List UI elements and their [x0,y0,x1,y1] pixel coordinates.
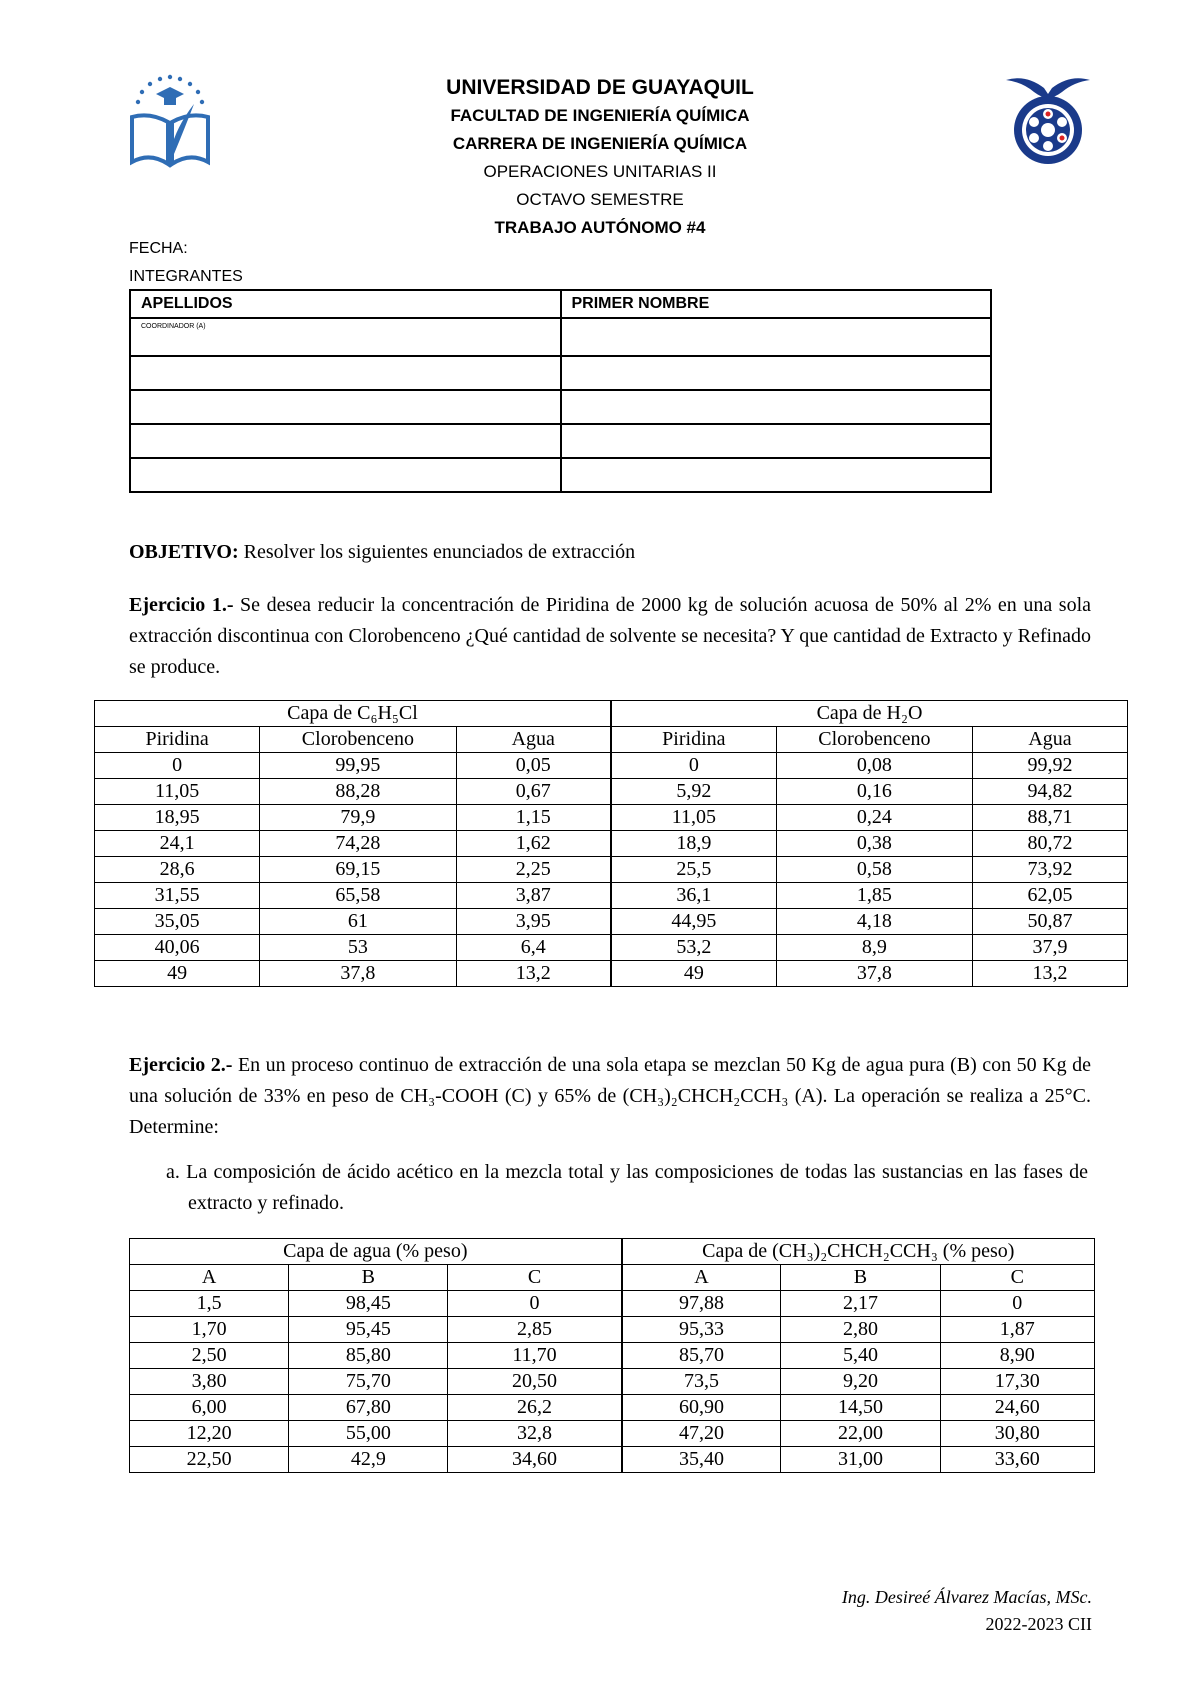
date-label: FECHA: [129,240,188,257]
exercise-2-label: Ejercicio 2.- [129,1054,233,1076]
table-cell: 94,82 [973,779,1128,805]
table-row [95,883,1128,909]
group-header: Capa de H₂O [611,701,1128,727]
footer-author: Ing. Desireé Álvarez Macías, MSc. [841,1587,1092,1607]
members-table [129,289,992,493]
table-cell: 75,70 [289,1369,448,1395]
table-cell: 28,6 [95,857,260,883]
member-firstname-cell[interactable] [561,390,992,424]
exercise-1-table [94,700,1128,987]
table-cell: 1,62 [456,831,611,857]
objective-text: Resolver los siguientes enunciados de extracción [238,541,636,563]
objective-label: OBJETIVO: [129,541,239,563]
table-cell: 85,80 [289,1343,448,1369]
member-lastname-cell[interactable] [130,356,561,390]
member-lastname-cell[interactable] [130,390,561,424]
table-cell: 9,20 [781,1369,940,1395]
table-cell: 0,67 [456,779,611,805]
table-cell: 61 [260,909,456,935]
col-lastnames-header: APELLIDOS [130,290,561,318]
column-header: A [622,1265,781,1291]
table-cell: 14,50 [781,1395,940,1421]
semester-name: OCTAVO SEMESTRE [516,190,684,209]
table-cell: 31,00 [781,1447,940,1473]
table-cell: 2,50 [130,1343,289,1369]
exercise-2-text: En un proceso continuo de extracción de una sola etapa se mezclan 50 Kg de agua pura (B) con 50 Kg de una solución de 33% en peso de CH₃-COOH (C) y 65% de (CH₃)₂CHCH₂CCH₃ (A). La operación se realiza a 25°C. Determine: [129,1054,1091,1138]
career-name: CARRERA DE INGENIERÍA QUÍMICA [452,134,748,153]
exercise-1-text: Se desea reducir la concentración de Piridina de 2000 kg de solución acuosa de 50% al 2% en una sola extracción discontinua con Clorobenceno ¿Qué cantidad de solvente se necesita? Y que cantidad de Extracto y Refinado se produce. [129,594,1092,678]
table-cell: 42,9 [289,1447,448,1473]
table-cell: 37,9 [973,935,1128,961]
member-firstname-cell[interactable] [561,356,992,390]
table-row [130,1369,1095,1395]
table-cell: 99,92 [973,753,1128,779]
table-cell: 24,60 [940,1395,1094,1421]
table-cell: 1,5 [130,1291,289,1317]
table-cell: 73,5 [622,1369,781,1395]
table-cell: 1,85 [776,883,972,909]
table-cell: 32,8 [448,1421,622,1447]
table-cell: 79,9 [260,805,456,831]
column-header: B [781,1265,940,1291]
table-cell: 0,16 [776,779,972,805]
table-cell: 0 [611,753,776,779]
exercise-1-label: Ejercicio 1.- [129,594,234,616]
table-cell: 65,58 [260,883,456,909]
table-cell: 8,9 [776,935,972,961]
column-header: Clorobenceno [776,727,972,753]
course-name: OPERACIONES UNITARIAS II [483,162,717,181]
table-cell: 12,20 [130,1421,289,1447]
table-cell: 18,9 [611,831,776,857]
table-row [95,909,1128,935]
column-header: C [940,1265,1094,1291]
members-label: INTEGRANTES [129,268,243,285]
table-cell: 34,60 [448,1447,622,1473]
coordinator-note: COORDINADOR (A) [141,323,206,330]
table-cell: 30,80 [940,1421,1094,1447]
table-cell: 2,80 [781,1317,940,1343]
exercise-2-item-a [166,1157,1088,1219]
coordinator-firstname-cell[interactable] [561,318,992,356]
group-header: Capa de C₆H₅Cl [95,701,611,727]
table-cell: 1,70 [130,1317,289,1343]
table-row [130,1395,1095,1421]
table-cell: 8,90 [940,1343,1094,1369]
table-cell: 53 [260,935,456,961]
table-cell: 25,5 [611,857,776,883]
item-a-marker: a. [166,1161,180,1183]
table-row [95,831,1128,857]
table-cell: 18,95 [95,805,260,831]
table-cell: 35,05 [95,909,260,935]
table-row [130,1317,1095,1343]
table-cell: 2,17 [781,1291,940,1317]
table-cell: 0,58 [776,857,972,883]
member-lastname-cell[interactable] [130,458,561,492]
exercise-2 [129,1050,1091,1143]
table-cell: 35,40 [622,1447,781,1473]
exercise-1 [129,590,1091,683]
coordinator-lastname-cell[interactable] [130,318,561,356]
objective [129,537,1091,568]
column-header: Piridina [611,727,776,753]
table-cell: 0,05 [456,753,611,779]
table-row [130,1447,1095,1473]
table-cell: 74,28 [260,831,456,857]
column-header: Agua [456,727,611,753]
column-header: C [448,1265,622,1291]
table-cell: 20,50 [448,1369,622,1395]
table-cell: 67,80 [289,1395,448,1421]
table-cell: 36,1 [611,883,776,909]
assignment-title: TRABAJO AUTÓNOMO #4 [494,218,706,237]
table-cell: 5,40 [781,1343,940,1369]
column-header: Agua [973,727,1128,753]
table-cell: 17,30 [940,1369,1094,1395]
table-cell: 0 [940,1291,1094,1317]
table-row [95,857,1128,883]
table-row [95,805,1128,831]
table-cell: 2,25 [456,857,611,883]
table-cell: 1,15 [456,805,611,831]
table-cell: 44,95 [611,909,776,935]
member-firstname-cell[interactable] [561,458,992,492]
table-cell: 99,95 [260,753,456,779]
column-header: B [289,1265,448,1291]
table-cell: 40,06 [95,935,260,961]
table-cell: 3,95 [456,909,611,935]
table-cell: 49 [95,961,260,987]
table-cell: 73,92 [973,857,1128,883]
document-header [0,74,1200,242]
table-cell: 33,60 [940,1447,1094,1473]
table-cell: 69,15 [260,857,456,883]
col-firstname-header: PRIMER NOMBRE [561,290,992,318]
table-cell: 53,2 [611,935,776,961]
table-row [95,779,1128,805]
table-cell: 62,05 [973,883,1128,909]
table-cell: 47,20 [622,1421,781,1447]
member-firstname-cell[interactable] [561,424,992,458]
table-cell: 3,80 [130,1369,289,1395]
table-cell: 0 [95,753,260,779]
column-header: A [130,1265,289,1291]
table-row [95,961,1128,987]
table-cell: 0,38 [776,831,972,857]
table-cell: 80,72 [973,831,1128,857]
table-cell: 50,87 [973,909,1128,935]
table-cell: 22,00 [781,1421,940,1447]
faculty-name: FACULTAD DE INGENIERÍA QUÍMICA [450,106,750,125]
table-cell: 95,45 [289,1317,448,1343]
table-cell: 11,70 [448,1343,622,1369]
table-cell: 1,87 [940,1317,1094,1343]
table-cell: 0 [448,1291,622,1317]
table-cell: 5,92 [611,779,776,805]
member-lastname-cell[interactable] [130,424,561,458]
table-cell: 13,2 [456,961,611,987]
table-cell: 2,85 [448,1317,622,1343]
column-header: Clorobenceno [260,727,456,753]
table-cell: 24,1 [95,831,260,857]
table-row [130,1421,1095,1447]
table-cell: 98,45 [289,1291,448,1317]
table-row [130,1291,1095,1317]
table-cell: 4,18 [776,909,972,935]
table-cell: 55,00 [289,1421,448,1447]
table-cell: 31,55 [95,883,260,909]
table-row [95,935,1128,961]
table-row [130,1343,1095,1369]
table-cell: 60,90 [622,1395,781,1421]
table-cell: 11,05 [611,805,776,831]
table-cell: 88,71 [973,805,1128,831]
table-cell: 37,8 [260,961,456,987]
footer-period: 2022-2023 CII [985,1614,1092,1634]
table-cell: 37,8 [776,961,972,987]
table-cell: 11,05 [95,779,260,805]
column-header: Piridina [95,727,260,753]
table-cell: 6,4 [456,935,611,961]
table-cell: 49 [611,961,776,987]
group-header: Capa de agua (% peso) [130,1239,622,1265]
table-cell: 26,2 [448,1395,622,1421]
university-name: UNIVERSIDAD DE GUAYAQUIL [446,76,754,99]
table-cell: 97,88 [622,1291,781,1317]
group-header: Capa de (CH₃)₂CHCH₂CCH₃ (% peso) [622,1239,1095,1265]
table-row [95,753,1128,779]
table-cell: 0,08 [776,753,972,779]
table-cell: 88,28 [260,779,456,805]
table-cell: 13,2 [973,961,1128,987]
table-cell: 22,50 [130,1447,289,1473]
table-cell: 0,24 [776,805,972,831]
table-cell: 3,87 [456,883,611,909]
table-cell: 95,33 [622,1317,781,1343]
table-cell: 85,70 [622,1343,781,1369]
item-a-text: La composición de ácido acético en la mezcla total y las composiciones de todas las sustancias en las fases de extracto y refinado. [186,1161,1089,1214]
table-cell: 6,00 [130,1395,289,1421]
exercise-2-table [129,1238,1095,1473]
footer [700,1584,1092,1638]
